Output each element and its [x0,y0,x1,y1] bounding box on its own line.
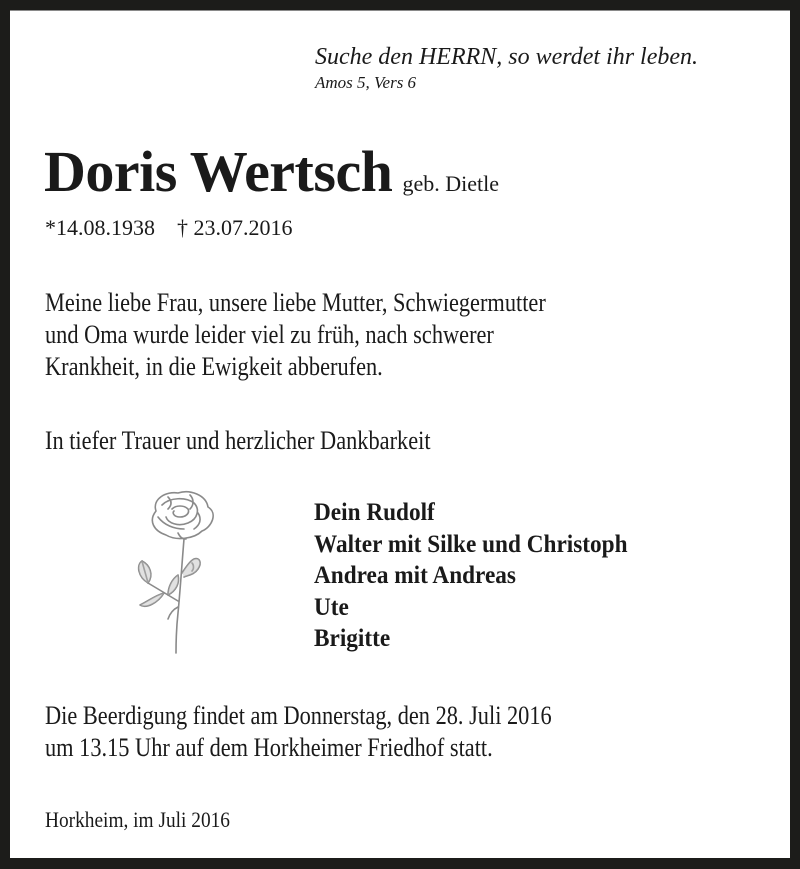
family-member: Dein Rudolf [314,499,435,526]
family-member: Andrea mit Andreas [314,562,516,589]
maiden-name: geb. Dietle [402,171,499,196]
family-members [314,497,651,655]
message-line: Meine liebe Frau, unsere liebe Mutter, Schwiegermutter [45,288,546,317]
funeral-line: Die Beerdigung findet am Donnerstag, den 28. Juli 2016 [45,701,552,730]
funeral-line: um 13.15 Uhr auf dem Horkheimer Friedhof statt. [45,733,493,762]
family-member: Brigitte [314,625,391,652]
life-dates [45,214,293,242]
rose-icon [128,483,228,658]
birth-date: *14.08.1938 [45,215,155,240]
message-line: und Oma wurde leider viel zu früh, nach schwerer [45,320,494,349]
deceased-name: Doris Wertsch [44,139,393,204]
mourning-phrase [45,425,493,457]
memorial-message [45,287,627,383]
place-date-text: Horkheim, im Juli 2016 [45,807,230,832]
death-date: † 23.07.2016 [177,215,293,240]
funeral-details [45,700,634,764]
obituary-notice [10,10,790,858]
place-and-date [45,806,255,834]
mourning-phrase-text: In tiefer Trauer und herzlicher Dankbarkeit [45,426,431,455]
name-row [44,137,499,222]
family-member: Ute [314,593,349,621]
bible-verse: Suche den HERRN, so werdet ihr leben. [315,44,699,70]
family-member: Walter mit Silke und Christoph [314,530,628,558]
message-line: Krankheit, in die Ewigkeit abberufen. [45,352,383,381]
bible-verse-reference: Amos 5, Vers 6 [315,73,417,92]
